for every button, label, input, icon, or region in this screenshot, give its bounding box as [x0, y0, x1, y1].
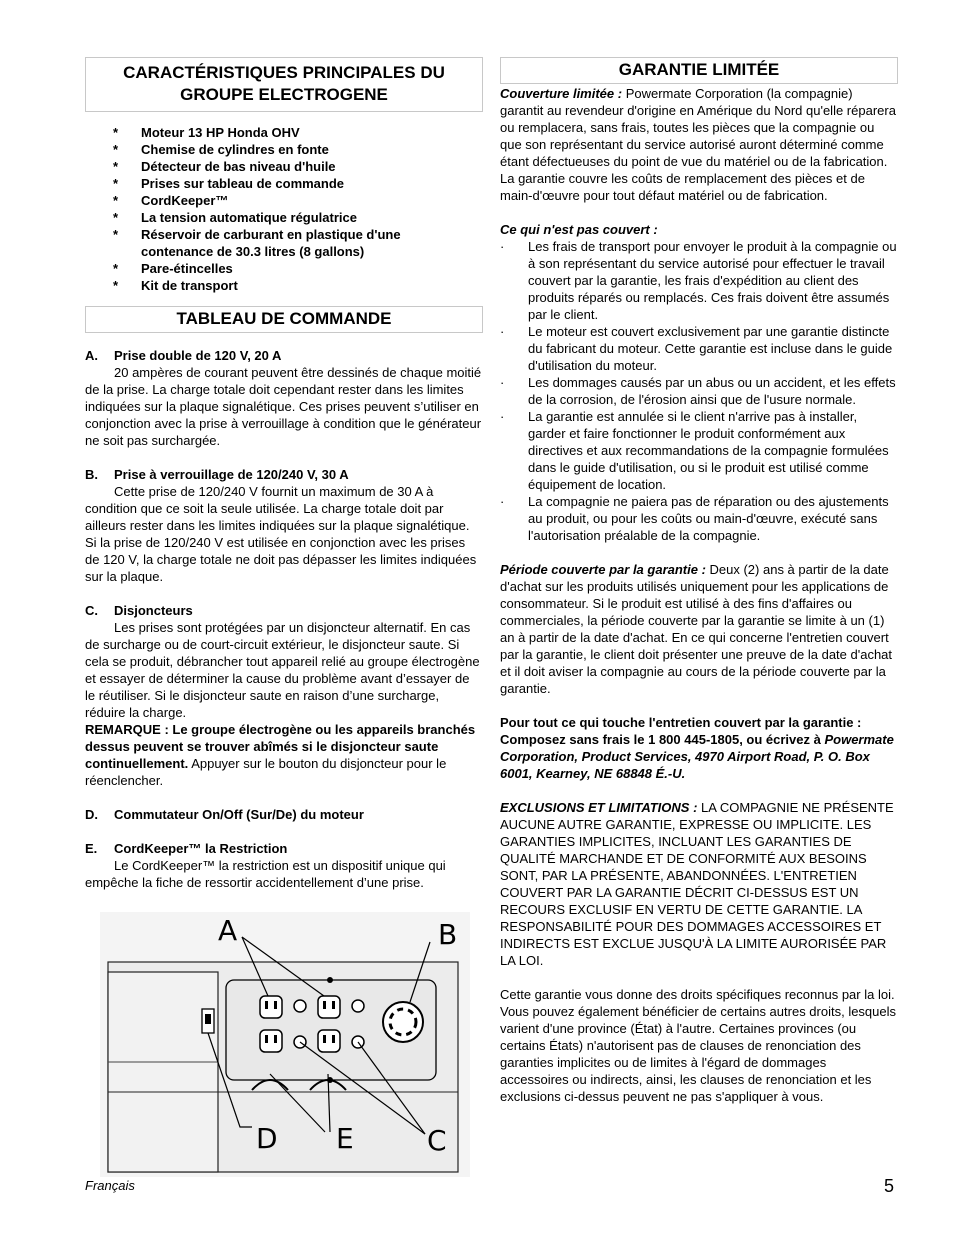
list-item: * Pare-étincelles	[113, 261, 233, 276]
features-list	[113, 124, 483, 294]
right-column	[500, 57, 898, 1105]
left-column	[85, 57, 483, 891]
section-title: Commutateur On/Off (Sur/De) du moteur	[114, 807, 364, 822]
label-e: E	[336, 1122, 354, 1155]
list-item: · Les dommages causés par un abus ou un accident, et les effets de la corrosion, de l'érosion ainsi que de l'usure normale.	[500, 375, 896, 407]
label-a: A	[218, 914, 238, 947]
section-text: 20 ampères de courant peuvent être dessinés de chaque moitié de la prise. La charge totale doit cependant rester dans les limites indiquées sur la plaque signalétique. Ces prises peuvent s’utiliser en conjonction avec la prise à verrouillage à condition que le générateur ne soit pas surchargée.	[85, 365, 482, 448]
label-b: B	[438, 918, 458, 951]
list-item: * CordKeeper™	[113, 193, 229, 208]
not-covered-heading: Ce qui n'est pas couvert :	[500, 222, 658, 237]
list-item: * Kit de transport	[113, 278, 238, 293]
section-e: E. CordKeeper™ la Restriction Le CordKeeper™ la restriction est un dispositif unique qui empêche la fiche de ressortir accidentellement d’une prise.	[85, 840, 483, 891]
list-item: * Moteur 13 HP Honda OHV	[113, 125, 300, 140]
list-item: contenance de 30.3 litres (8 gallons)	[141, 244, 365, 259]
list-item: * Chemise de cylindres en fonte	[113, 142, 329, 157]
exclusions-paragraph: EXCLUSIONS ET LIMITATIONS : LA COMPAGNIE NE PRÉSENTE AUCUNE AUTRE GARANTIE, EXPRESSE OU IMPLICITE. LES GARANTIES IMPLICITES, INCLUANT LES GARANTIES DE QUALITÉ MARCHANDE ET DE CONFORMITÉ AUX BESOINS SONT, PAR LA PRÉSENTE, ABANDONNÉES. L'ENTRETIEN COUVERT PAR LA GARANTIE DÉCRIT CI-DESSUS EST UN RECOURS EXCLUSIF EN VERTU DE CETTE GARANTIE. LA RESPONSABILITÉ POUR DES DOMMAGES ACCESSOIRES ET INDIRECTS EST EXCLUE JUSQU'À LA LIMITE AURORISÉE PAR LA LOI.	[500, 800, 894, 968]
features-heading-line2: GROUPE ELECTROGENE	[180, 85, 388, 104]
section-b: B. Prise à verrouillage de 120/240 V, 30 A Cette prise de 120/240 V fournit un maximum de 30 A à condition que ce soit la seule utilisée. La charge totale doit par ailleurs rester dans les limites indiquées sur la plaque signalétique. Si la prise de 120/240 V est utilisée en conjonction avec les prises de 120 V, la charge totale ne doit pas dépasser les limites indiquées sur la plaque.	[85, 466, 483, 585]
section-title: Prise à verrouillage de 120/240 V, 30 A	[114, 467, 349, 482]
section-title: Prise double de 120 V, 20 A	[114, 348, 282, 363]
rights-paragraph: Cette garantie vous donne des droits spécifiques reconnus par la loi. Vous pouvez également bénéficier de certains autres droits, lesquels varient d'une province (État) à l'autre. Certaines provinces (ou certains États) n'autorisent pas de clauses de renonciation des garanties implicites ou de limites à l'égard de dommages accessoires ou indirects, ainsi, les clauses de renonciation et les exclusions ci-dessus peuvent ne pas s'appliquer à vous.	[500, 987, 897, 1104]
control-panel-heading: TABLEAU DE COMMANDE	[85, 306, 483, 333]
control-panel-diagram	[100, 912, 470, 1177]
section-text: Le CordKeeper™ la restriction est un dispositif unique qui empêche la fiche de ressortir accidentellement d’une prise.	[85, 858, 446, 890]
list-item: * La tension automatique régulatrice	[113, 210, 357, 225]
period-paragraph: Période couverte par la garantie : Deux (2) ans à partir de la date d'achat sur les produits utilisés uniquement pour les applications de consommateur. Si le produit est utilisé à des fins d'affaires ou commerciales, la période couverte par la garantie se limite à un (1) an à partir de la date d'achat. En ce qui concerne l'entretien couvert par la garantie, le client doit présenter une preuve de la date d'achat et il doit aviser la compagnie au cours de la période couverte par la garantie.	[500, 562, 893, 696]
warranty-heading: GARANTIE LIMITÉE	[500, 57, 898, 84]
coverage-paragraph: Couverture limitée : Powermate Corporation (la compagnie) garantit au revendeur d'origine en Amérique du Nord qu'elle réparera ou remplacera, sans frais, toutes les pièces que la compagnie ou que son représentant du service autorisé auront déterminé comme étant défectueuses du point de vue du matériel ou de la fabrication. La garantie couvre les coûts de remplacement des pièces et de main-d'œuvre pour tout défaut matériel ou de fabrication.	[500, 86, 896, 203]
section-text: Cette prise de 120/240 V fournit un maximum de 30 A à condition que ce soit la seule utilisée. La charge totale doit par ailleurs rester dans les limites indiquées sur la plaque signalétique. Si la prise de 120/240 V est utilisée en conjonction avec les prises de 120 V, la charge totale ne doit pas dépasser les limites indiquées sur la plaque.	[85, 484, 477, 584]
section-a: A. Prise double de 120 V, 20 A 20 ampères de courant peuvent être dessinés de chaque moitié de la prise. La charge totale doit cependant rester dans les limites indiquées sur la plaque signalétique. Ces prises peuvent s’utiliser en conjonction avec la prise à verrouillage à condition que le générateur ne soit pas surchargée.	[85, 348, 482, 448]
list-item: * Détecteur de bas niveau d'huile	[113, 159, 336, 174]
features-heading	[85, 57, 483, 112]
footer-language: Français	[85, 1178, 135, 1193]
list-item: * Réservoir de carburant en plastique d'une	[113, 227, 401, 242]
label-c: C	[427, 1124, 447, 1157]
section-text: Les prises sont protégées par un disjoncteur alternatif. En cas de surcharge ou de court-circuit extérieur, le disjoncteur saute. Si cela se produit, débrancher tout appareil relié au groupe électrogène et essayer de déterminer la cause du problème avant d’essayer de le réutiliser. Si le disjoncteur saute en raison d’une surcharge, réduire la charge.	[85, 620, 480, 720]
contact-paragraph: Pour tout ce qui touche l'entretien couvert par la garantie : Composez sans frais le 1 800 445-1805, ou écrivez à Powermate Corporation, Product Services, 4970 Airport Road, P. O. Box 6001, Kearney, NE 68848 É.-U.	[500, 715, 894, 781]
section-d: D. Commutateur On/Off (Sur/De) du moteur	[85, 807, 364, 822]
section-title: Disjoncteurs	[114, 603, 193, 618]
remark-text: REMARQUE : Le groupe électrogène ou les appareils branchés dessus peuvent se trouver abîmés si le disjoncteur saute continuellement. Appuyer sur le bouton du disjoncteur pour le réenclencher.	[85, 722, 476, 788]
section-title: CordKeeper™ la Restriction	[114, 841, 288, 856]
list-item: · Le moteur est couvert exclusivement par une garantie distincte du fabricant du moteur. Cette garantie est incluse dans le guide d'utilisation du moteur.	[500, 324, 893, 373]
not-covered-list	[500, 238, 898, 544]
list-item: * Prises sur tableau de commande	[113, 176, 345, 191]
section-c: C. Disjoncteurs Les prises sont protégées par un disjoncteur alternatif. En cas de surcharge ou de court-circuit extérieur, le disjoncteur saute. Si cela se produit, débrancher tout appareil relié au groupe électrogène et essayer de déterminer la cause du problème avant d’essayer de le réutiliser. Si le disjoncteur saute en raison d’une surcharge, réduire la charge. REMARQUE : Le groupe électrogène ou les appareils branchés dessus peuvent se trouver abîmés si le disjoncteur saute continuellement. Appuyer sur le bouton du disjoncteur pour le réenclencher.	[85, 602, 483, 789]
page-number: 5	[884, 1176, 895, 1196]
list-item: · La compagnie ne paiera pas de réparation ou des ajustements au produit, ou pour les coûts ou main-d'œuvre, exécuté sans l'autorisation préalable de la compagnie.	[500, 494, 889, 543]
features-heading-line1: CARACTÉRISTIQUES PRINCIPALES DU	[123, 63, 445, 82]
list-item: · La garantie est annulée si le client n'arrive pas à installer, garder et faire fonctionner le produit conformément aux directives et aux recommandations de la compagnie formulées dans le guide d'utilisation, ou si le produit est utilisé comme équipement de location.	[500, 409, 889, 492]
list-item: · Les frais de transport pour envoyer le produit à la compagnie ou à son représentant du service autorisé pour effectuer le travail couvert par la garantie, les frais d'expédition au client des produits réparés ou remplacés. Ces frais doivent être assumés par le client.	[500, 239, 897, 322]
label-d: D	[256, 1122, 278, 1155]
